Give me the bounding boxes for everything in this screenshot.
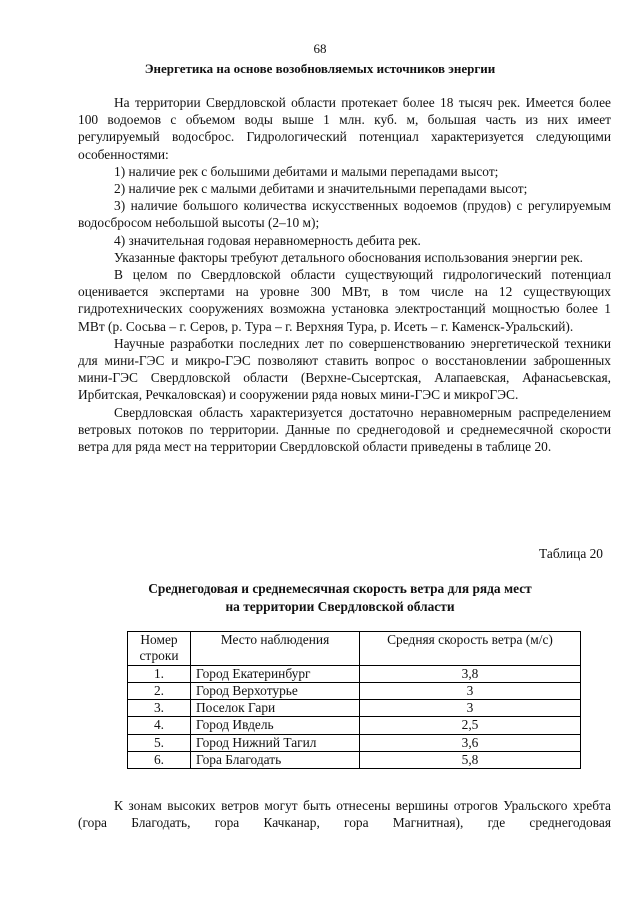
header-row-number: Номер строки — [128, 632, 191, 666]
paragraph: Свердловская область характеризуется достаточно неравномерным распределением ветровых потоков по территории. Данные по среднегодовой и среднемесячной скорости ветра для ряда мест на территории Свердловской области приведены в таблице 20. — [78, 404, 611, 455]
table-label: Таблица 20 — [539, 546, 603, 561]
table-title — [0, 580, 640, 615]
cell-location: Город Ивдель — [191, 717, 360, 734]
cell-speed: 3 — [360, 682, 581, 699]
table-header-row — [128, 632, 581, 666]
paragraph: Научные разработки последних лет по совершенствованию энергетической техники для мини-ГЭС и микро-ГЭС позволяют ставить вопрос о восстановлении заброшенных мини-ГЭС Свердловской области (Верхне-Сысертская, Алапаевская, Афанасьевская, Ирбитская, Речкаловская) и сооружении ряда новых мини-ГЭС и микроГЭС. — [78, 335, 611, 403]
list-item: 3) наличие большого количества искусственных водоемов (прудов) с регулируемым водосбросом небольшой высоты (2–10 м); — [78, 198, 611, 231]
section-heading: Энергетика на основе возобновляемых источников энергии — [144, 61, 496, 76]
closing-text — [78, 797, 611, 831]
cell-number: 6. — [128, 752, 191, 769]
cell-number: 3. — [128, 700, 191, 717]
paragraph: Указанные факторы требуют детального обоснования использования энергии рек. — [114, 249, 584, 265]
table-row — [128, 700, 581, 717]
cell-speed: 2,5 — [360, 717, 581, 734]
cell-speed: 3,6 — [360, 734, 581, 751]
paragraph: В целом по Свердловской области существующий гидрологический потенциал оценивается экспертами на уровне 300 МВт, в том числе на 12 существующих гидротехнических сооружениях возможна установка электростанций мощностью более 1 МВт (р. Сосьва – г. Серов, р. Тура – г. Верхняя Тура, р. Исеть – г. Каменск-Уральский). — [78, 267, 611, 334]
cell-location: Город Верхотурье — [191, 682, 360, 699]
cell-speed: 5,8 — [360, 752, 581, 769]
cell-number: 5. — [128, 734, 191, 751]
table-row — [128, 734, 581, 751]
cell-speed: 3 — [360, 700, 581, 717]
list-item: 4) значительная годовая неравномерность дебита рек. — [114, 232, 421, 248]
cell-speed: 3,8 — [360, 665, 581, 682]
cell-location: Гора Благодать — [191, 752, 360, 769]
table-row — [128, 752, 581, 769]
page-number: 68 — [313, 41, 327, 56]
list-item: 2) наличие рек с малыми дебитами и значительными перепадами высот; — [114, 181, 528, 197]
cell-number: 1. — [128, 665, 191, 682]
table-title-line: на территории Свердловской области — [225, 598, 455, 614]
cell-location: Город Екатеринбург — [191, 665, 360, 682]
table-row — [128, 717, 581, 734]
list-item: 1) наличие рек с большими дебитами и малыми перепадами высот; — [114, 163, 499, 179]
table-row — [128, 682, 581, 699]
cell-location: Город Нижний Тагил — [191, 734, 360, 751]
paragraph: К зонам высоких ветров могут быть отнесены вершины отрогов Уральского хребта (гора Благодать, гора Качканар, гора Магнитная), где среднегодовая — [78, 798, 611, 831]
cell-number: 2. — [128, 682, 191, 699]
cell-number: 4. — [128, 717, 191, 734]
body-text — [78, 94, 611, 455]
header-location: Место наблюдения — [191, 632, 360, 666]
wind-speed-table — [127, 631, 581, 769]
paragraph: На территории Свердловской области протекает более 18 тысяч рек. Имеется более 100 водоемов с объемом воды выше 1 млн. куб. м, большая часть из них имеет регулируемый водосброс. Гидрологический потенциал характеризуется следующими особенностями: — [78, 95, 611, 162]
cell-location: Поселок Гари — [191, 700, 360, 717]
table-title-line: Среднегодовая и среднемесячная скорость ветра для ряда мест — [148, 581, 532, 596]
header-wind-speed: Средняя скорость ветра (м/с) — [360, 632, 581, 666]
table-row — [128, 665, 581, 682]
